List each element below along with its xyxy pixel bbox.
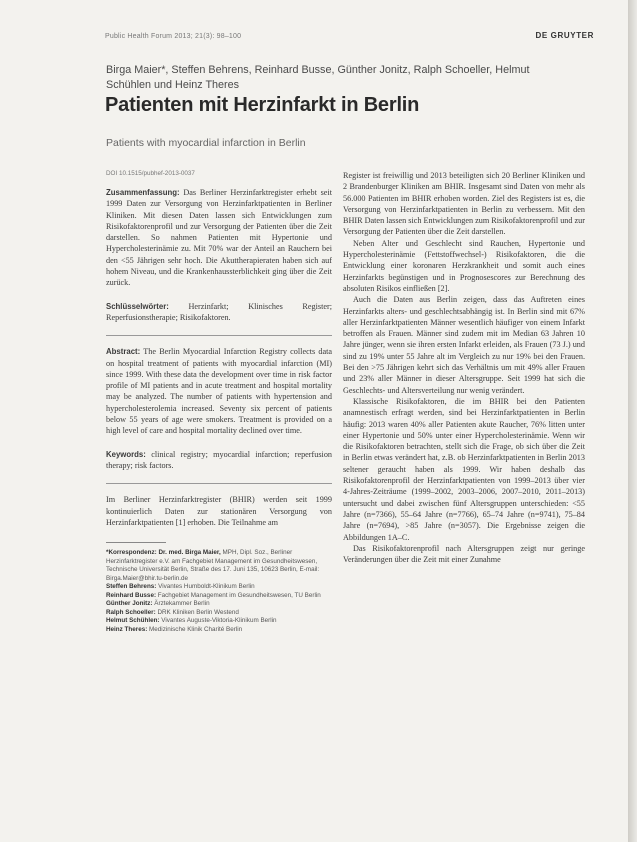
keywords-german xyxy=(106,301,332,324)
body-paragraph: Klassische Risikofaktoren, die im BHIR bei den Patienten anamnestisch erfragt werden, sind bei Herzinfarktpatienten in Berlin häufig: 2013 waren 40% aller Patienten akute Raucher, 76% litten unter einer Hypertonie und 50% unter einer Hypercholesterinämie. Wenn wir die Risikofaktoren betrachten, stellt sich die Frage, ob sich über die Zeit in Berlin etwas verändert hat, z.B. ob Herzinfarktpatienten in Berlin 2013 seltener geraucht haben als 1999. Wir haben deshalb das Risikofaktorenprofil der Herzinfarktpatienten von 1999–2013 über vier 4-Jahres-Zeiträume (1999–2002, 2003–2006, 2007–2010, 2011–2013) untersucht und dabei zwischen fünf Altersgruppen unterschieden: <55 Jahre (n=7366), 55–64 Jahre (n=7766), 65–74 Jahre (n=9741), 75–84 Jahre (n=7694), >85 Jahre (n=3057). Die Ergebnisse zeigen die Abbildungen 1A–C. xyxy=(343,396,585,542)
right-column xyxy=(343,170,585,565)
corresponding-author-label: *Korrespondenz: Dr. med. Birga Maier, xyxy=(106,549,221,557)
author-list: Birga Maier*, Steffen Behrens, Reinhard Busse, Günther Jonitz, Ralph Schoeller, Helmut Schühlen und Heinz Theres xyxy=(106,64,530,91)
corresponding-author-text: MPH, Dipl. Soz., Berliner Herzinfarktregister e.V. am Fachgebiet Management im Gesundheitswesen, Technische Universität Berlin, Straße des 17. Juni 135, 10623 Berlin, E-mail: Birga.Maier@bhir.tu-berlin.de xyxy=(106,549,320,582)
publisher-logo: DE GRUYTER xyxy=(535,31,594,40)
author-affiliation: Steffen Behrens: Vivantes Humboldt-Klinikum Berlin xyxy=(106,583,255,591)
abstract-german-text: Das Berliner Herzinfarktregister erhebt seit 1999 Daten zur Versorgung von Herzinfarktpatienten in Berliner Kliniken. Mit diesen Daten lassen sich Entwicklungen zum Risikofaktorenprofil und zur Versorgung der Patienten über die Zeit darstellen. So nahmen Patienten mit Hypertonie und Hypercholesterinämie zu. Mit 70% war der Anteil an Rauchern bei den <55 Jährigen sehr hoch. Die Akuttherapieraten haben sich auf hohem Niveau, und die Krankenhaussterblichkeit ging über die Zeit zurück. xyxy=(106,188,332,288)
keywords-german-label: Schlüsselwörter: xyxy=(106,301,169,311)
body-paragraph: Auch die Daten aus Berlin zeigen, dass das Auftreten eines Herzinfarkts alters- und geschlechtsabhängig ist. In Berlin sind mit 67% aller Herzinfarktpatienten Männer wesentlich häufiger von einem Infarkt betroffen als Frauen. Männer sind zudem mit im Median 63 Jahren 10 Jahre jünger, wenn sie ihren ersten Infarkt erleiden, als Frauen (73 J.) und sind zu 19% unter 55 Jahre alt im Vergleich zu nur 19% bei den Frauen. Bei den >75 Jährigen kehrt sich das Verhältnis um mit 49% aller Frauen und 23% aller Männer in dieser Altersgruppe. Seit 1999 hat sich die Geschlechts- und Altersverteilung nur wenig verändert. xyxy=(343,295,585,395)
doi: DOI 10.1515/pubhef-2013-0037 xyxy=(106,170,195,177)
section-divider xyxy=(106,483,332,484)
abstract-german xyxy=(106,187,332,289)
author-affiliation: Helmut Schühlen: Vivantes Auguste-Viktoria-Klinikum Berlin xyxy=(106,617,277,625)
author-affiliation: Ralph Schoeller: DRK Kliniken Berlin Westend xyxy=(106,608,239,616)
keywords-english xyxy=(106,449,332,472)
running-head: Public Health Forum 2013; 21(3): 98–100 xyxy=(105,33,242,40)
footnote-divider xyxy=(106,542,166,543)
author-affiliation: Reinhard Busse: Fachgebiet Management im Gesundheitswesen, TU Berlin xyxy=(106,591,321,599)
body-paragraph: Neben Alter und Geschlecht sind Rauchen, Hypertonie und Hypercholesterinämie (Fettstoffwechsel-) Risikofaktoren, die die Entwicklung einer koronaren Herzkrankheit und somit auch eines Herzinfarkts begünstigen und in Prognosescores zur Berechnung des absoluten Risikos einfließen [2]. xyxy=(343,238,585,293)
abstract-english-text: The Berlin Myocardial Infarction Registry collects data on hospital treatment of patients with myocardial infarction (MI) since 1999. With these data the development over time in risk factor profile of MI patients and in acute treatment and hospital mortality may be analyzed. The number of patients with hypertension and hypercholesterolemia increased. Seventy six percent of patients below 55 years of age were smokers. Treatment is provided on a high level of care and hospital mortality declined over time. xyxy=(106,347,332,436)
corresponding-author-note xyxy=(106,549,332,583)
body-paragraph: Register ist freiwillig und 2013 beteiligten sich 20 Berliner Kliniken und 2 Brandenburger Kliniken am BHIR. Insgesamt sind Daten von mehr als 56.000 Patienten im BHIR erhoben worden. Ziel des Registers ist es, die Versorgung von Herzinfarktpatienten in Berlin zu verbessern. Mit den BHIR Daten lassen sich Entwicklungen zum Risikofaktorenprofil und zur Versorgung der Patienten über die Zeit darstellen. xyxy=(343,171,585,237)
abstract-english xyxy=(106,346,332,436)
article-title: Patienten mit Herzinfarkt in Berlin xyxy=(105,94,420,116)
footnotes xyxy=(106,549,332,634)
abstract-german-label: Zusammenfassung: xyxy=(106,188,180,197)
body-intro: Im Berliner Herzinfarktregister (BHIR) werden seit 1999 kontinuierlich Daten zur stationären Versorgung von Herzinfarktpatienten [1] erhoben. Die Teilnahme am xyxy=(106,495,332,527)
article-subtitle: Patients with myocardial infarction in Berlin xyxy=(106,137,306,149)
keywords-german-text: Herzinfarkt; Klinisches Register; Reperfusionstherapie; Risikofaktoren. xyxy=(106,301,332,322)
section-divider xyxy=(106,335,332,336)
left-column xyxy=(106,170,332,634)
author-affiliation: Heinz Theres: Medizinische Klinik Charité Berlin xyxy=(106,625,243,633)
keywords-english-label: Keywords: xyxy=(106,449,146,459)
keywords-english-text: clinical registry; myocardial infarction; reperfusion therapy; risk factors. xyxy=(106,449,333,470)
page-edge-shadow xyxy=(628,0,637,842)
body-paragraph: Das Risikofaktorenprofil nach Altersgruppen zeigt nur geringe Veränderungen über die Zeit mit einer Zunahme xyxy=(343,543,585,565)
author-affiliation: Günther Jonitz: Ärztekammer Berlin xyxy=(106,600,210,608)
abstract-english-label: Abstract: xyxy=(106,347,141,357)
